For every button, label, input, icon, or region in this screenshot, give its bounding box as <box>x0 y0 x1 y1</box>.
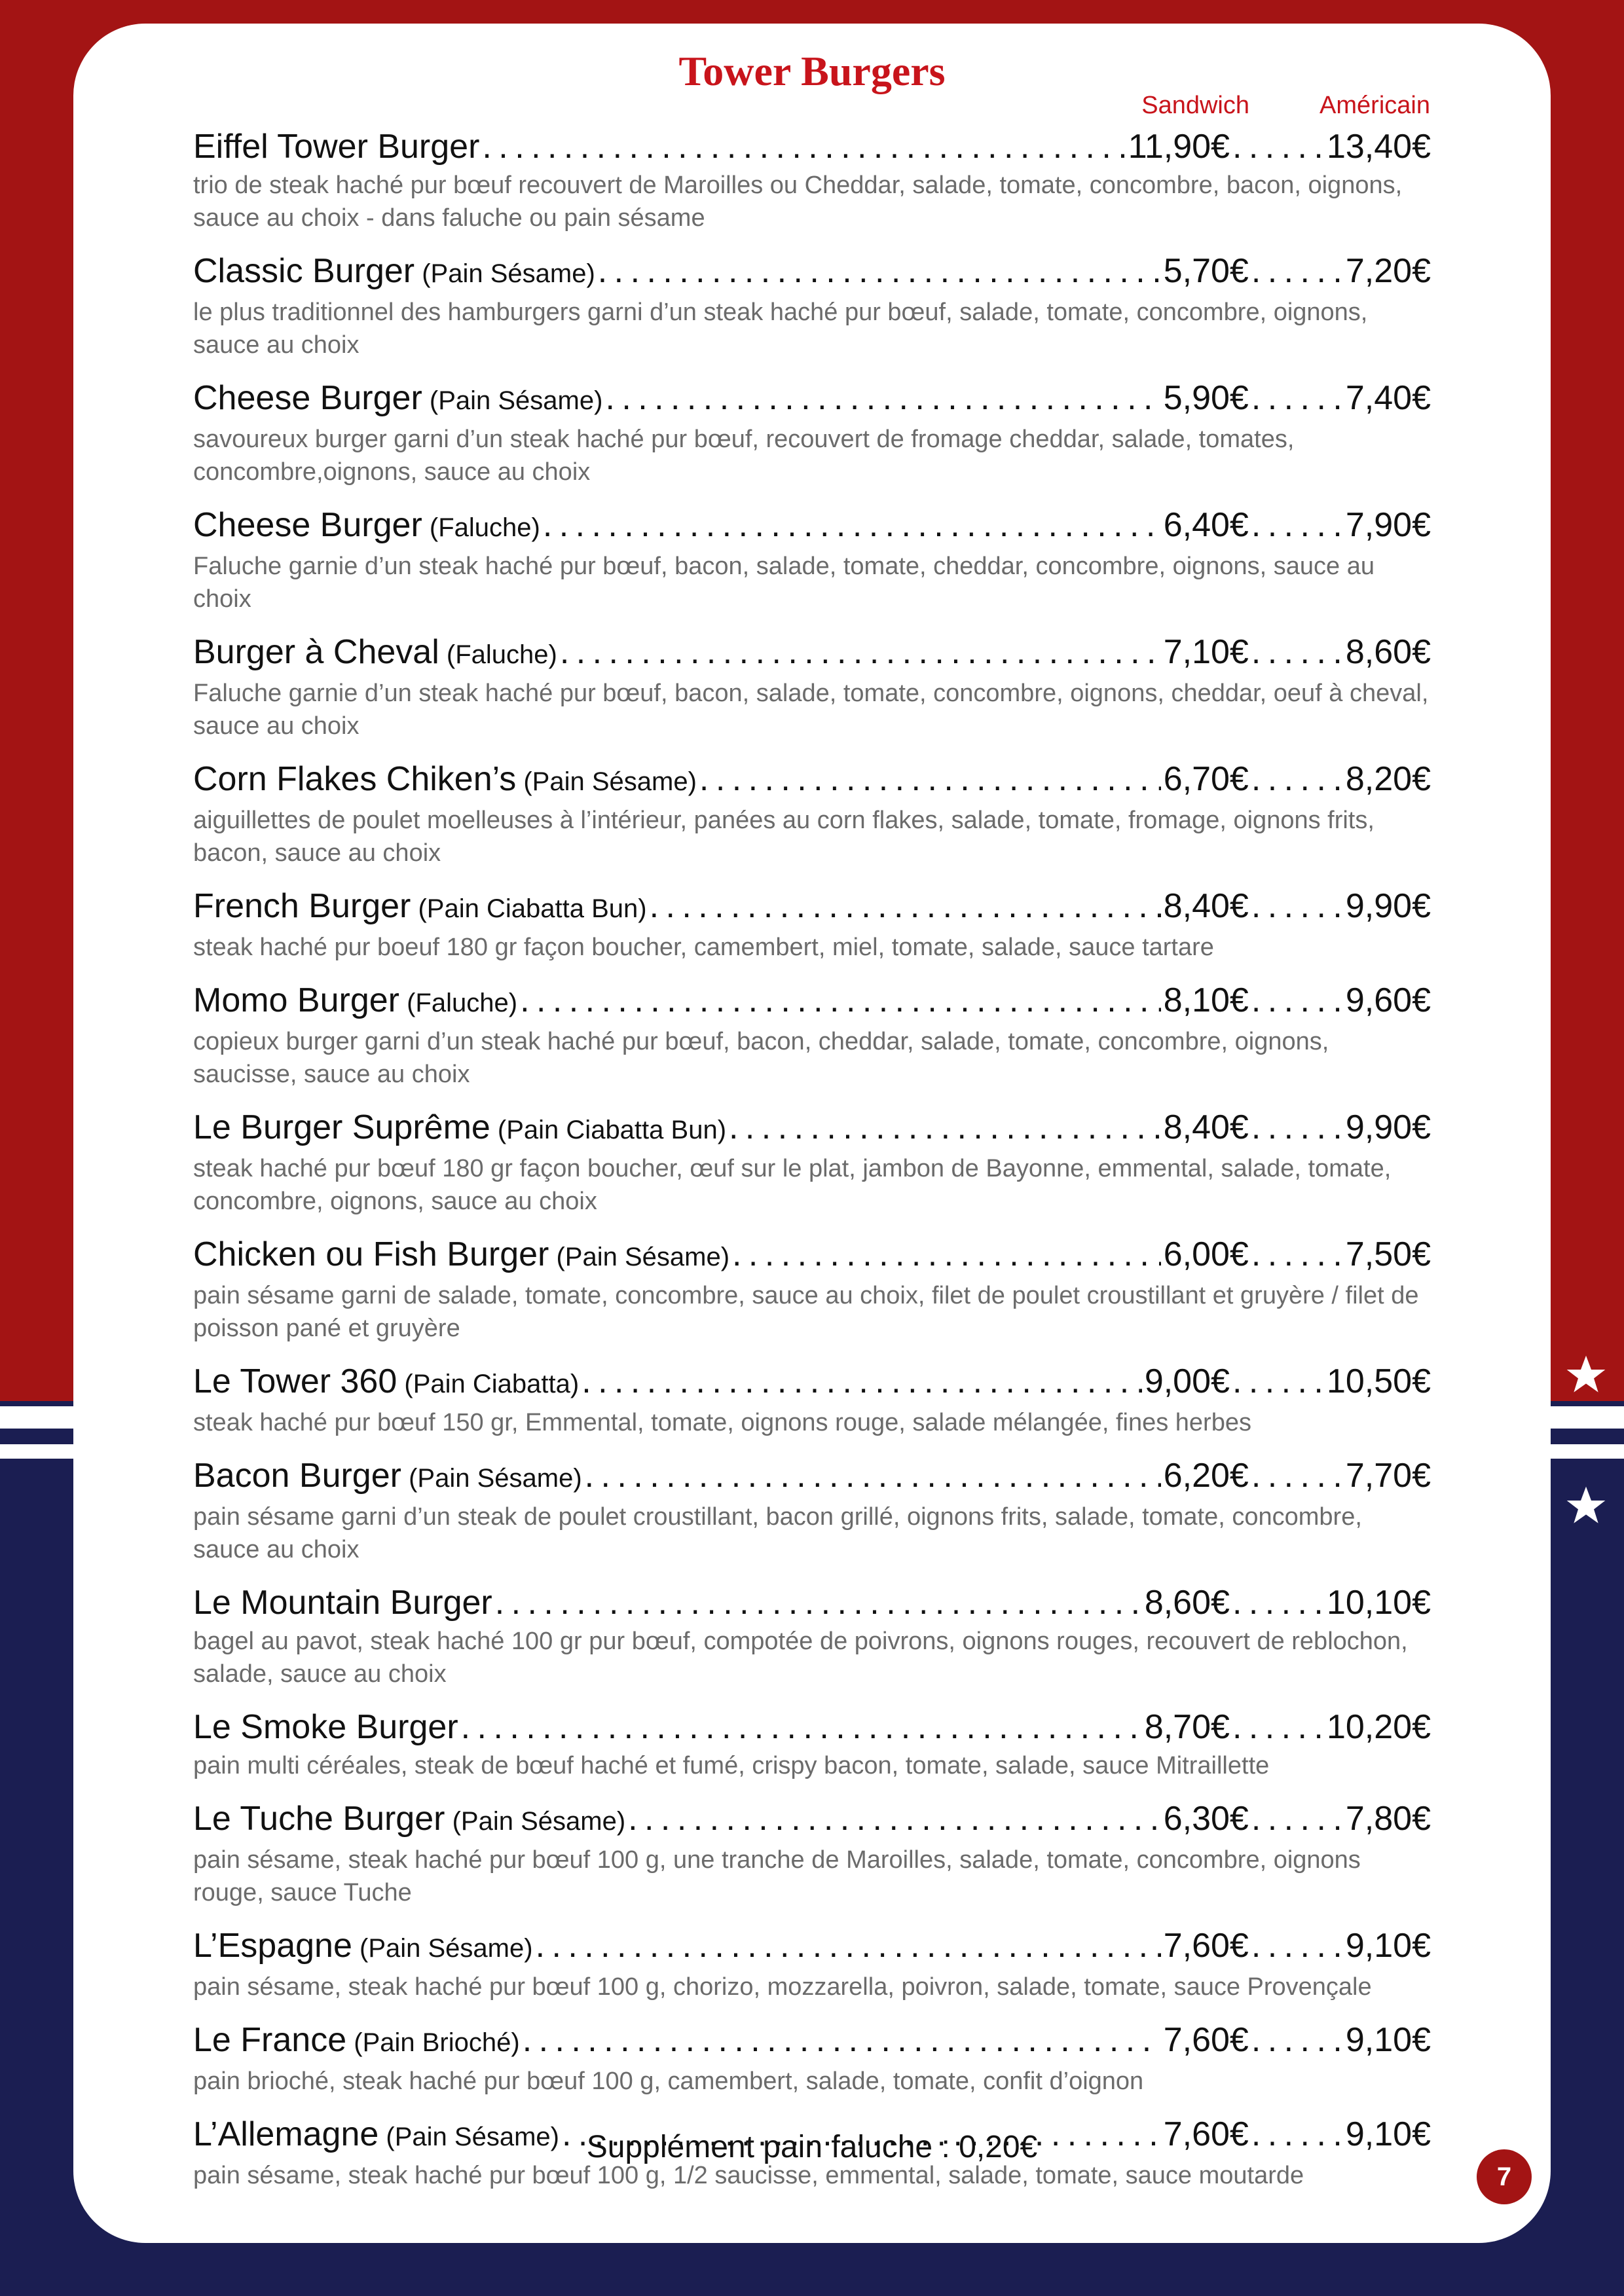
item-description: pain sésame garni de salade, tomate, concombre, sauce au choix, filet de poulet croustillant et gruyère / filet de poisson pané et gruyère <box>193 1282 1419 1342</box>
price-americain: 8,20€ <box>1345 760 1431 798</box>
dot-leader <box>543 504 1161 546</box>
item-description: bagel au pavot, steak haché 100 gr pur bœuf, compotée de poivrons, oignons rouges, recouvert de reblochon, salade, sauce au choix <box>193 1628 1408 1688</box>
page-number-badge: 7 <box>1477 2149 1532 2204</box>
menu-item <box>193 1360 1431 1439</box>
price-sandwich: 5,70€ <box>1163 252 1249 290</box>
menu-item <box>193 1106 1431 1218</box>
menu-item <box>193 2019 1431 2098</box>
price-sandwich: 6,20€ <box>1163 1457 1249 1495</box>
item-description: Faluche garnie d’un steak haché pur bœuf, bacon, salade, tomate, concombre, oignons, cheddar, oeuf à cheval, sauce au choix <box>193 680 1429 740</box>
item-name: L’Allemagne <box>193 2115 379 2153</box>
price-sandwich: 11,90€ <box>1128 128 1230 166</box>
item-description: pain sésame, steak haché pur bœuf 100 g, 1/2 saucisse, emmental, salade, tomate, sauce moutarde <box>193 2162 1304 2189</box>
item-bun: (Faluche) <box>439 640 557 669</box>
item-name: Cheese Burger <box>193 506 422 544</box>
dot-leader <box>1251 979 1343 1021</box>
item-bun: (Pain Sésame) <box>352 1934 533 1963</box>
price-sandwich: 6,40€ <box>1163 506 1249 544</box>
item-description: steak haché pur bœuf 150 gr, Emmental, tomate, oignons rouge, salade mélangée, fines herbes <box>193 1409 1251 1436</box>
item-name: Le Mountain Burger <box>193 1584 492 1622</box>
item-name: Burger à Cheval <box>193 633 439 671</box>
price-americain: 10,50€ <box>1326 1362 1431 1400</box>
dot-leader <box>560 631 1161 673</box>
price-americain: 9,10€ <box>1345 1927 1431 1965</box>
item-name: Momo Burger <box>193 981 399 1019</box>
item-bun: (Pain Sésame) <box>549 1243 730 1271</box>
dot-leader <box>536 1925 1161 1967</box>
menu-item <box>193 979 1431 1091</box>
price-sandwich: 6,00€ <box>1163 1235 1249 1273</box>
price-americain: 10,20€ <box>1326 1708 1431 1746</box>
star-icon <box>1565 1485 1607 1527</box>
item-description: Faluche garnie d’un steak haché pur bœuf, bacon, salade, tomate, cheddar, concombre, oignons, sauce au choix <box>193 553 1375 613</box>
price-sandwich: 8,60€ <box>1144 1584 1230 1622</box>
dot-leader <box>1251 1233 1343 1275</box>
item-description: copieux burger garni d’un steak haché pur bœuf, bacon, cheddar, salade, tomate, concombre, oignons, saucisse, sauce au choix <box>193 1028 1329 1088</box>
item-bun: (Pain Ciabatta) <box>397 1370 580 1398</box>
item-bun: (Pain Sésame) <box>378 2123 559 2151</box>
dot-leader <box>1251 1455 1343 1497</box>
price-americain: 7,20€ <box>1345 252 1431 290</box>
item-description: trio de steak haché pur bœuf recouvert de Maroilles ou Cheddar, salade, tomate, concombre, bacon, oignons, sauce au choix - dans faluche ou pain sésame <box>193 172 1403 232</box>
dot-leader <box>605 377 1160 419</box>
item-bun: (Faluche) <box>399 989 518 1017</box>
item-description: steak haché pur bœuf 180 gr façon boucher, œuf sur le plat, jambon de Bayonne, emmental, salade, tomate, concombre, oignons, sauce au choix <box>193 1155 1392 1215</box>
price-americain: 13,40€ <box>1326 128 1431 166</box>
item-description: pain sésame garni d’un steak de poulet croustillant, bacon grillé, oignons frits, salade, tomate, concombre, sauce au choix <box>193 1503 1362 1563</box>
item-name: Classic Burger <box>193 252 415 290</box>
price-americain: 7,50€ <box>1345 1235 1431 1273</box>
dot-leader <box>1251 885 1343 927</box>
menu-item <box>193 1233 1431 1345</box>
column-header-sandwich: Sandwich <box>1141 92 1249 119</box>
item-name: Le Tower 360 <box>193 1362 397 1400</box>
item-name: Le Tuche Burger <box>193 1800 445 1838</box>
menu-item <box>193 504 1431 615</box>
item-description: aiguillettes de poulet moelleuses à l’intérieur, panées au corn flakes, salade, tomate, fromage, oignons frits, bacon, sauce au choix <box>193 807 1375 867</box>
supplement-note: Supplément pain faluche : 0,20€ <box>586 2130 1038 2164</box>
item-name: Le Burger Suprême <box>193 1108 490 1146</box>
dot-leader <box>650 885 1161 927</box>
price-sandwich: 9,00€ <box>1144 1362 1230 1400</box>
price-sandwich: 7,10€ <box>1163 633 1249 671</box>
menu-item <box>193 885 1431 964</box>
dot-leader <box>1251 1798 1343 1840</box>
dot-leader <box>1232 1360 1324 1402</box>
menu-item <box>193 377 1431 488</box>
dot-leader <box>1251 2019 1343 2061</box>
dot-leader <box>495 1582 1142 1624</box>
dot-leader <box>523 2019 1161 2061</box>
price-sandwich: 8,70€ <box>1144 1708 1230 1746</box>
price-americain: 9,10€ <box>1345 2021 1431 2059</box>
price-sandwich: 6,30€ <box>1163 1800 1249 1838</box>
price-americain: 7,90€ <box>1345 506 1431 544</box>
price-sandwich: 8,40€ <box>1163 1108 1249 1146</box>
item-bun: (Pain Brioché) <box>346 2028 520 2057</box>
dot-leader <box>598 250 1161 292</box>
menu-item <box>193 1455 1431 1566</box>
price-americain: 9,90€ <box>1345 887 1431 925</box>
menu-item <box>193 758 1431 869</box>
price-sandwich: 5,90€ <box>1163 379 1249 417</box>
item-description: pain sésame, steak haché pur bœuf 100 g, chorizo, mozzarella, poivron, salade, tomate, sauce Provençale <box>193 1973 1372 2001</box>
item-description: le plus traditionnel des hamburgers garni d’un steak haché pur bœuf, salade, tomate, concombre, oignons, sauce au choix <box>193 299 1368 359</box>
item-bun: (Pain Sésame) <box>422 386 603 415</box>
item-name: Corn Flakes Chiken’s <box>193 760 517 798</box>
dot-leader <box>732 1233 1161 1275</box>
price-americain: 7,70€ <box>1345 1457 1431 1495</box>
dot-leader <box>1232 1706 1324 1748</box>
menu-item <box>193 1706 1431 1782</box>
dot-leader <box>1232 1582 1324 1624</box>
dot-leader <box>628 1798 1161 1840</box>
page-title: Tower Burgers <box>678 48 946 94</box>
item-name: Chicken ou Fish Burger <box>193 1235 549 1273</box>
menu-item <box>193 250 1431 361</box>
dot-leader <box>1251 250 1343 292</box>
item-description: steak haché pur boeuf 180 gr façon boucher, camembert, miel, tomate, salade, sauce tartare <box>193 934 1214 961</box>
price-sandwich: 8,40€ <box>1163 887 1249 925</box>
menu-item <box>193 1798 1431 1909</box>
item-bun: (Pain Sésame) <box>401 1464 582 1493</box>
item-name: L’Espagne <box>193 1927 352 1965</box>
item-name: Le Smoke Burger <box>193 1708 458 1746</box>
item-bun: (Faluche) <box>422 513 540 542</box>
item-name: Cheese Burger <box>193 379 422 417</box>
price-americain: 9,90€ <box>1345 1108 1431 1146</box>
price-sandwich: 7,60€ <box>1163 2021 1249 2059</box>
price-americain: 10,10€ <box>1326 1584 1431 1622</box>
dot-leader <box>1251 758 1343 800</box>
item-bun: (Pain Sésame) <box>445 1807 626 1836</box>
item-name: Eiffel Tower Burger <box>193 128 480 166</box>
dot-leader <box>461 1706 1142 1748</box>
menu-list <box>193 126 1431 2208</box>
menu-item <box>193 126 1431 234</box>
menu-item <box>193 1925 1431 2003</box>
item-bun: (Pain Ciabatta Bun) <box>411 894 647 923</box>
item-name: Bacon Burger <box>193 1457 401 1495</box>
item-name: French Burger <box>193 887 411 925</box>
dot-leader <box>1251 1106 1343 1148</box>
price-sandwich: 8,10€ <box>1163 981 1249 1019</box>
item-description: pain sésame, steak haché pur bœuf 100 g, une tranche de Maroilles, salade, tomate, concombre, oignons rouge, sauce Tuche <box>193 1846 1361 1906</box>
dot-leader <box>1232 126 1324 168</box>
dot-leader <box>1251 631 1343 673</box>
item-description: pain brioché, steak haché pur bœuf 100 g, camembert, salade, tomate, confit d’oignon <box>193 2068 1144 2095</box>
menu-item <box>193 1582 1431 1690</box>
dot-leader <box>581 1360 1142 1402</box>
price-americain: 9,10€ <box>1345 2115 1431 2153</box>
item-bun: (Pain Sésame) <box>516 767 697 796</box>
price-americain: 7,80€ <box>1345 1800 1431 1838</box>
dot-leader <box>520 979 1161 1021</box>
dot-leader <box>729 1106 1161 1148</box>
price-americain: 7,40€ <box>1345 379 1431 417</box>
dot-leader <box>1251 1925 1343 1967</box>
dot-leader <box>1251 504 1343 546</box>
price-sandwich: 6,70€ <box>1163 760 1249 798</box>
price-americain: 9,60€ <box>1345 981 1431 1019</box>
price-sandwich: 7,60€ <box>1163 1927 1249 1965</box>
item-description: savoureux burger garni d’un steak haché pur bœuf, recouvert de fromage cheddar, salade, tomates, concombre,oignons, sauce au choix <box>193 426 1295 486</box>
item-description: pain multi céréales, steak de bœuf haché et fumé, crispy bacon, tomate, salade, sauce Mitraillette <box>193 1752 1270 1779</box>
dot-leader <box>1251 377 1343 419</box>
dot-leader <box>482 126 1125 168</box>
item-bun: (Pain Sésame) <box>415 259 595 288</box>
item-name: Le France <box>193 2021 347 2059</box>
price-sandwich: 7,60€ <box>1163 2115 1249 2153</box>
menu-item <box>193 631 1431 742</box>
dot-leader <box>699 758 1161 800</box>
column-header-americain: Américain <box>1320 92 1430 119</box>
star-icon <box>1565 1354 1607 1396</box>
dot-leader <box>585 1455 1161 1497</box>
item-bun: (Pain Ciabatta Bun) <box>490 1116 727 1144</box>
price-americain: 8,60€ <box>1345 633 1431 671</box>
